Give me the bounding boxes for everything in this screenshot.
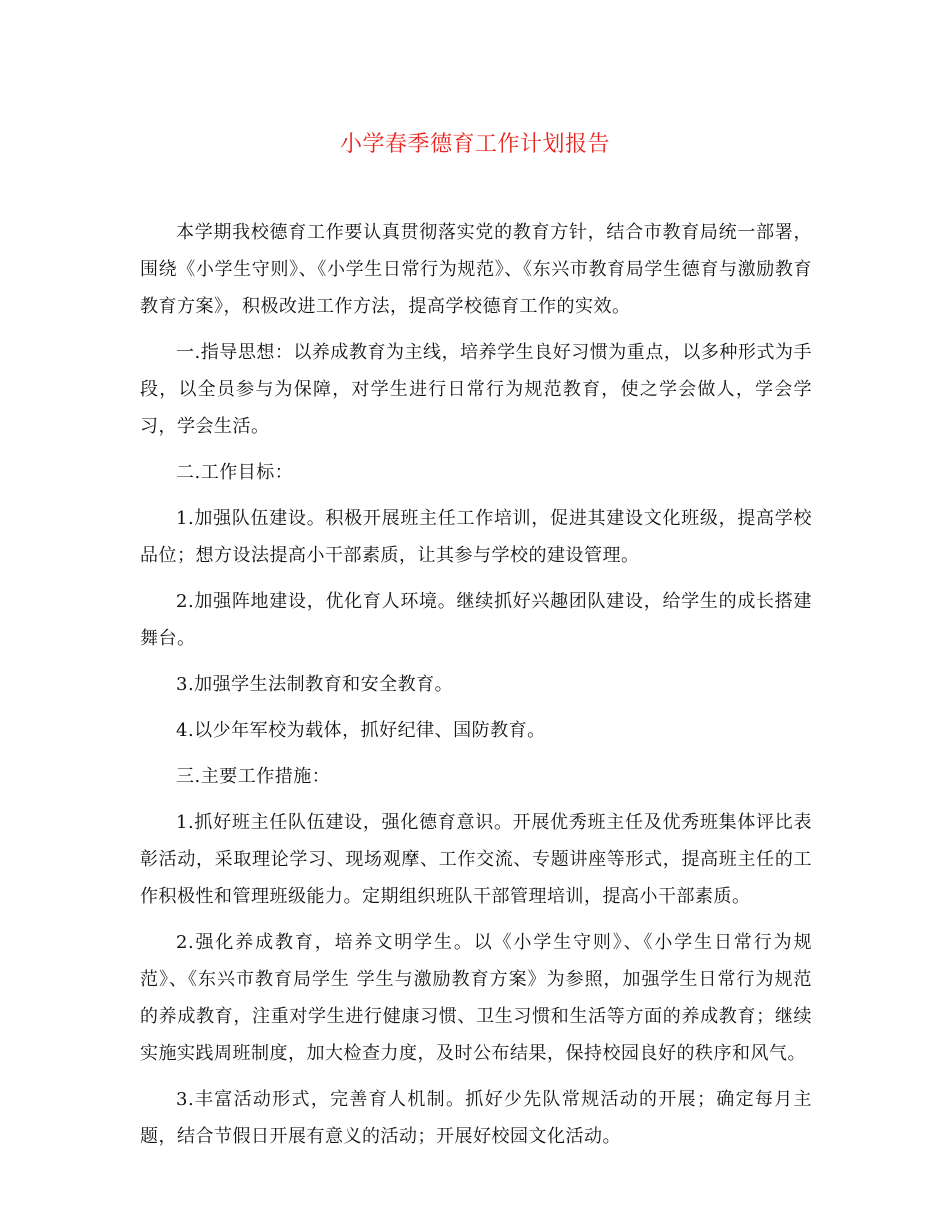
goal-item-4: 4.以少年军校为载体，抓好纪律、国防教育。 (176, 720, 546, 741)
measure-item-1: 1.抓好班主任队伍建设，强化德育意识。开展优秀班主任及优秀班集体评比表彰活动，采取理论学习、现场观摩、工作交流、专题讲座等形式，提高班主任的工作积极性和管理班级能力。定期组织班队干部管理培训，提高小干部素质。 (140, 812, 812, 907)
document-title: 小学春季德育工作计划报告 (339, 132, 610, 157)
paragraph-intro: 本学期我校德育工作要认真贯彻落实党的教育方针，结合市教育局统一部署，围绕《小学生守则》、《小学生日常行为规范》、《东兴市教育局学生德育与激励教育教育方案》，积极改进工作方法，提高学校德育工作的实效。 (140, 222, 812, 317)
paragraph-guiding-ideology: 一.指导思想：以养成教育为主线，培养学生良好习惯为重点，以多种形式为手段，以全员参与为保障，对学生进行日常行为规范教育，使之学会做人，学会学习，学会生活。 (140, 342, 812, 437)
heading-main-measures: 三.主要工作措施： (176, 766, 331, 787)
goal-item-1: 1.加强队伍建设。积极开展班主任工作培训，促进其建设文化班级，提高学校品位；想方设法提高小干部素质，让其参与学校的建设管理。 (140, 508, 812, 566)
measure-item-3: 3.丰富活动形式，完善育人机制。抓好少先队常规活动的开展；确定每月主题，结合节假日开展有意义的活动；开展好校园文化活动。 (140, 1089, 812, 1147)
goal-item-3: 3.加强学生法制教育和安全教育。 (176, 674, 454, 695)
heading-work-goals: 二.工作目标： (176, 462, 294, 483)
goal-item-2: 2.加强阵地建设，优化育人环境。继续抓好兴趣团队建设，给学生的成长搭建舞台。 (140, 591, 812, 649)
document-body (140, 214, 812, 1164)
measure-item-2: 2.强化养成教育，培养文明学生。以《小学生守则》、《小学生日常行为规范》、《东兴市教育局学生 学生与激励教育方案》为参照，加强学生日常行为规范的养成教育，注重对学生进行健康习惯、卫生习惯和生活等方面的养成教育；继续实施实践周班制度，加大检查力度，及时公布结果，保持校园良好的秩序和风气。 (140, 932, 812, 1064)
